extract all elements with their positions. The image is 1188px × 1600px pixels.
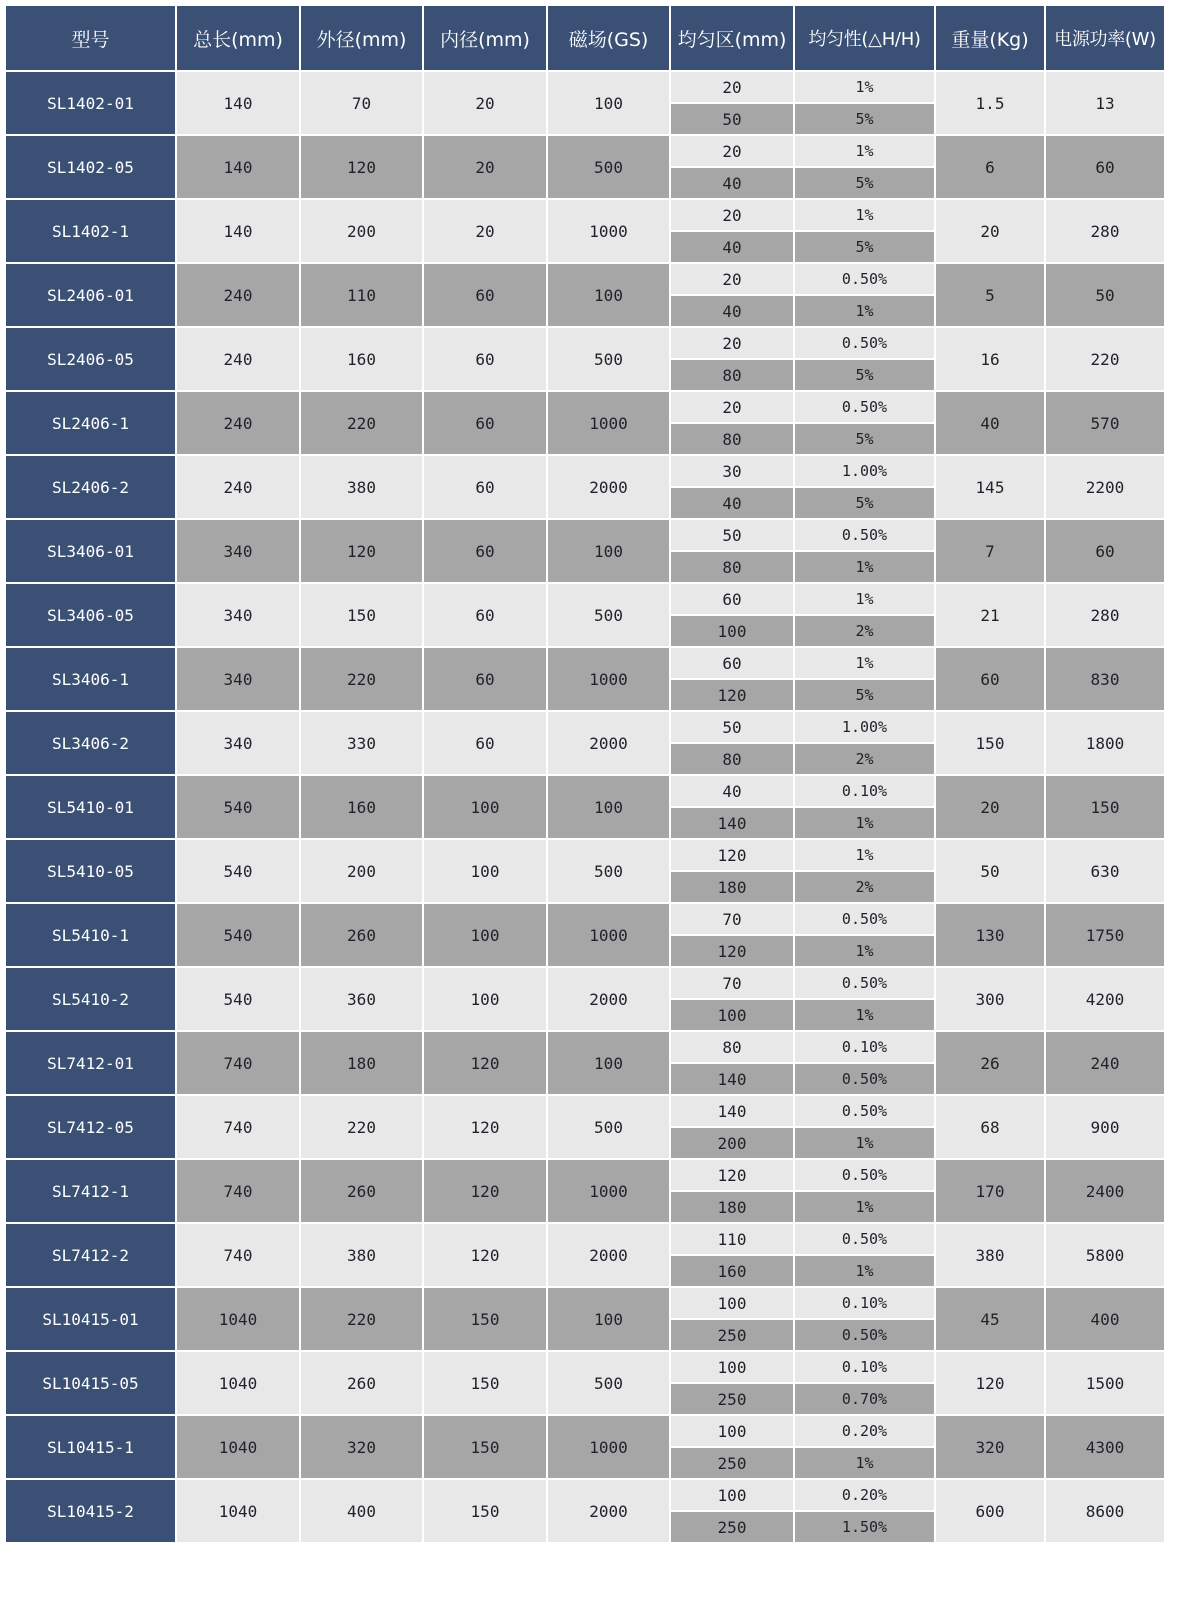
header-field: 磁场(GS)	[547, 5, 670, 71]
model-cell: SL3406-2	[5, 711, 176, 775]
table-row	[5, 1159, 1165, 1191]
uniformity-cell: 0.50%	[794, 1159, 935, 1191]
outer-diameter-cell: 220	[300, 647, 423, 711]
outer-diameter-cell: 360	[300, 967, 423, 1031]
model-cell: SL1402-01	[5, 71, 176, 135]
uniformity-cell: 0.10%	[794, 775, 935, 807]
uniform-zone-cell: 140	[670, 807, 794, 839]
table-row	[5, 1351, 1165, 1383]
inner-diameter-cell: 100	[423, 839, 547, 903]
power-cell: 60	[1045, 135, 1165, 199]
uniform-zone-cell: 80	[670, 359, 794, 391]
uniformity-cell: 1.50%	[794, 1511, 935, 1543]
weight-cell: 1.5	[935, 71, 1045, 135]
uniformity-cell: 0.20%	[794, 1415, 935, 1447]
uniform-zone-cell: 100	[670, 999, 794, 1031]
field-cell: 500	[547, 1095, 670, 1159]
outer-diameter-cell: 70	[300, 71, 423, 135]
field-cell: 500	[547, 839, 670, 903]
uniform-zone-cell: 20	[670, 263, 794, 295]
weight-cell: 145	[935, 455, 1045, 519]
uniform-zone-cell: 120	[670, 679, 794, 711]
field-cell: 100	[547, 519, 670, 583]
table-row	[5, 839, 1165, 871]
header-model: 型号	[5, 5, 176, 71]
uniformity-cell: 0.50%	[794, 327, 935, 359]
power-cell: 1500	[1045, 1351, 1165, 1415]
uniform-zone-cell: 40	[670, 167, 794, 199]
power-cell: 400	[1045, 1287, 1165, 1351]
inner-diameter-cell: 60	[423, 391, 547, 455]
uniform-zone-cell: 30	[670, 455, 794, 487]
uniform-zone-cell: 250	[670, 1383, 794, 1415]
uniformity-cell: 0.50%	[794, 903, 935, 935]
uniform-zone-cell: 100	[670, 615, 794, 647]
weight-cell: 21	[935, 583, 1045, 647]
uniformity-cell: 1%	[794, 1447, 935, 1479]
weight-cell: 5	[935, 263, 1045, 327]
uniform-zone-cell: 20	[670, 135, 794, 167]
weight-cell: 320	[935, 1415, 1045, 1479]
length-cell: 740	[176, 1159, 300, 1223]
uniform-zone-cell: 250	[670, 1319, 794, 1351]
weight-cell: 170	[935, 1159, 1045, 1223]
uniformity-cell: 1%	[794, 1255, 935, 1287]
uniform-zone-cell: 50	[670, 103, 794, 135]
uniformity-cell: 0.50%	[794, 1095, 935, 1127]
field-cell: 100	[547, 1031, 670, 1095]
outer-diameter-cell: 220	[300, 1287, 423, 1351]
length-cell: 740	[176, 1095, 300, 1159]
header-uniform-zone: 均匀区(mm)	[670, 5, 794, 71]
length-cell: 340	[176, 647, 300, 711]
outer-diameter-cell: 160	[300, 775, 423, 839]
length-cell: 240	[176, 391, 300, 455]
outer-diameter-cell: 110	[300, 263, 423, 327]
weight-cell: 16	[935, 327, 1045, 391]
table-row	[5, 1287, 1165, 1319]
inner-diameter-cell: 60	[423, 263, 547, 327]
power-cell: 630	[1045, 839, 1165, 903]
field-cell: 500	[547, 583, 670, 647]
weight-cell: 26	[935, 1031, 1045, 1095]
model-cell: SL5410-2	[5, 967, 176, 1031]
outer-diameter-cell: 220	[300, 1095, 423, 1159]
uniformity-cell: 0.10%	[794, 1031, 935, 1063]
power-cell: 220	[1045, 327, 1165, 391]
weight-cell: 120	[935, 1351, 1045, 1415]
inner-diameter-cell: 100	[423, 775, 547, 839]
uniformity-cell: 0.70%	[794, 1383, 935, 1415]
uniform-zone-cell: 100	[670, 1287, 794, 1319]
uniform-zone-cell: 40	[670, 487, 794, 519]
uniform-zone-cell: 200	[670, 1127, 794, 1159]
outer-diameter-cell: 380	[300, 1223, 423, 1287]
field-cell: 500	[547, 1351, 670, 1415]
uniformity-cell: 2%	[794, 615, 935, 647]
uniformity-cell: 1%	[794, 199, 935, 231]
uniform-zone-cell: 120	[670, 1159, 794, 1191]
power-cell: 2400	[1045, 1159, 1165, 1223]
uniformity-cell: 0.50%	[794, 263, 935, 295]
power-cell: 5800	[1045, 1223, 1165, 1287]
model-cell: SL7412-1	[5, 1159, 176, 1223]
field-cell: 1000	[547, 647, 670, 711]
uniform-zone-cell: 20	[670, 199, 794, 231]
weight-cell: 68	[935, 1095, 1045, 1159]
uniform-zone-cell: 140	[670, 1095, 794, 1127]
inner-diameter-cell: 120	[423, 1095, 547, 1159]
table-row	[5, 135, 1165, 167]
uniformity-cell: 1.00%	[794, 455, 935, 487]
weight-cell: 50	[935, 839, 1045, 903]
uniform-zone-cell: 50	[670, 711, 794, 743]
outer-diameter-cell: 260	[300, 903, 423, 967]
uniform-zone-cell: 100	[670, 1479, 794, 1511]
inner-diameter-cell: 60	[423, 583, 547, 647]
uniformity-cell: 1%	[794, 935, 935, 967]
inner-diameter-cell: 150	[423, 1287, 547, 1351]
uniform-zone-cell: 40	[670, 231, 794, 263]
outer-diameter-cell: 400	[300, 1479, 423, 1543]
uniformity-cell: 5%	[794, 167, 935, 199]
length-cell: 340	[176, 583, 300, 647]
model-cell: SL3406-01	[5, 519, 176, 583]
weight-cell: 40	[935, 391, 1045, 455]
power-cell: 4300	[1045, 1415, 1165, 1479]
header-outer-diameter: 外径(mm)	[300, 5, 423, 71]
uniformity-cell: 1.00%	[794, 711, 935, 743]
table-row	[5, 391, 1165, 423]
model-cell: SL2406-1	[5, 391, 176, 455]
inner-diameter-cell: 150	[423, 1351, 547, 1415]
outer-diameter-cell: 150	[300, 583, 423, 647]
uniform-zone-cell: 20	[670, 71, 794, 103]
inner-diameter-cell: 60	[423, 327, 547, 391]
uniformity-cell: 0.50%	[794, 391, 935, 423]
table-row	[5, 71, 1165, 103]
uniformity-cell: 2%	[794, 871, 935, 903]
outer-diameter-cell: 120	[300, 519, 423, 583]
outer-diameter-cell: 220	[300, 391, 423, 455]
uniformity-cell: 0.10%	[794, 1287, 935, 1319]
uniform-zone-cell: 60	[670, 583, 794, 615]
table-row	[5, 967, 1165, 999]
weight-cell: 380	[935, 1223, 1045, 1287]
model-cell: SL5410-05	[5, 839, 176, 903]
field-cell: 1000	[547, 1159, 670, 1223]
table-row	[5, 199, 1165, 231]
uniform-zone-cell: 70	[670, 903, 794, 935]
uniform-zone-cell: 20	[670, 327, 794, 359]
uniformity-cell: 1%	[794, 839, 935, 871]
inner-diameter-cell: 100	[423, 967, 547, 1031]
uniform-zone-cell: 80	[670, 743, 794, 775]
table-row	[5, 1479, 1165, 1511]
outer-diameter-cell: 160	[300, 327, 423, 391]
outer-diameter-cell: 320	[300, 1415, 423, 1479]
uniform-zone-cell: 100	[670, 1351, 794, 1383]
model-cell: SL1402-05	[5, 135, 176, 199]
uniformity-cell: 0.10%	[794, 1351, 935, 1383]
uniformity-cell: 0.50%	[794, 519, 935, 551]
field-cell: 100	[547, 71, 670, 135]
inner-diameter-cell: 120	[423, 1159, 547, 1223]
inner-diameter-cell: 60	[423, 711, 547, 775]
uniform-zone-cell: 40	[670, 295, 794, 327]
table-row	[5, 327, 1165, 359]
outer-diameter-cell: 380	[300, 455, 423, 519]
inner-diameter-cell: 20	[423, 135, 547, 199]
uniformity-cell: 5%	[794, 487, 935, 519]
uniformity-cell: 1%	[794, 551, 935, 583]
inner-diameter-cell: 60	[423, 647, 547, 711]
uniformity-cell: 0.50%	[794, 1319, 935, 1351]
field-cell: 1000	[547, 199, 670, 263]
model-cell: SL1402-1	[5, 199, 176, 263]
uniform-zone-cell: 70	[670, 967, 794, 999]
outer-diameter-cell: 260	[300, 1159, 423, 1223]
uniformity-cell: 5%	[794, 679, 935, 711]
field-cell: 1000	[547, 903, 670, 967]
table-row	[5, 519, 1165, 551]
length-cell: 540	[176, 839, 300, 903]
power-cell: 60	[1045, 519, 1165, 583]
model-cell: SL7412-01	[5, 1031, 176, 1095]
outer-diameter-cell: 260	[300, 1351, 423, 1415]
inner-diameter-cell: 120	[423, 1031, 547, 1095]
inner-diameter-cell: 100	[423, 903, 547, 967]
weight-cell: 7	[935, 519, 1045, 583]
power-cell: 830	[1045, 647, 1165, 711]
field-cell: 2000	[547, 1479, 670, 1543]
model-cell: SL5410-01	[5, 775, 176, 839]
power-cell: 280	[1045, 199, 1165, 263]
uniformity-cell: 1%	[794, 71, 935, 103]
length-cell: 740	[176, 1223, 300, 1287]
length-cell: 340	[176, 711, 300, 775]
inner-diameter-cell: 150	[423, 1415, 547, 1479]
uniformity-cell: 1%	[794, 807, 935, 839]
table-row	[5, 1415, 1165, 1447]
uniform-zone-cell: 80	[670, 423, 794, 455]
weight-cell: 600	[935, 1479, 1045, 1543]
length-cell: 140	[176, 199, 300, 263]
length-cell: 340	[176, 519, 300, 583]
uniform-zone-cell: 40	[670, 775, 794, 807]
weight-cell: 150	[935, 711, 1045, 775]
model-cell: SL5410-1	[5, 903, 176, 967]
power-cell: 1750	[1045, 903, 1165, 967]
outer-diameter-cell: 200	[300, 839, 423, 903]
field-cell: 500	[547, 327, 670, 391]
uniformity-cell: 1%	[794, 999, 935, 1031]
power-cell: 13	[1045, 71, 1165, 135]
length-cell: 240	[176, 263, 300, 327]
uniform-zone-cell: 180	[670, 871, 794, 903]
weight-cell: 45	[935, 1287, 1045, 1351]
uniform-zone-cell: 120	[670, 839, 794, 871]
model-cell: SL10415-1	[5, 1415, 176, 1479]
spec-table	[4, 4, 1166, 1544]
uniformity-cell: 1%	[794, 647, 935, 679]
uniformity-cell: 0.50%	[794, 1063, 935, 1095]
table-row	[5, 583, 1165, 615]
length-cell: 540	[176, 903, 300, 967]
uniformity-cell: 1%	[794, 295, 935, 327]
uniform-zone-cell: 60	[670, 647, 794, 679]
uniformity-cell: 0.50%	[794, 967, 935, 999]
power-cell: 280	[1045, 583, 1165, 647]
table-row	[5, 903, 1165, 935]
uniform-zone-cell: 250	[670, 1511, 794, 1543]
header-inner-diameter: 内径(mm)	[423, 5, 547, 71]
uniform-zone-cell: 140	[670, 1063, 794, 1095]
model-cell: SL10415-2	[5, 1479, 176, 1543]
field-cell: 2000	[547, 967, 670, 1031]
field-cell: 100	[547, 1287, 670, 1351]
inner-diameter-cell: 60	[423, 519, 547, 583]
uniformity-cell: 1%	[794, 135, 935, 167]
uniformity-cell: 0.20%	[794, 1479, 935, 1511]
inner-diameter-cell: 150	[423, 1479, 547, 1543]
field-cell: 2000	[547, 711, 670, 775]
uniformity-cell: 2%	[794, 743, 935, 775]
weight-cell: 20	[935, 775, 1045, 839]
field-cell: 100	[547, 775, 670, 839]
uniform-zone-cell: 50	[670, 519, 794, 551]
power-cell: 4200	[1045, 967, 1165, 1031]
table-row	[5, 263, 1165, 295]
length-cell: 540	[176, 775, 300, 839]
uniform-zone-cell: 80	[670, 1031, 794, 1063]
table-row	[5, 711, 1165, 743]
length-cell: 240	[176, 327, 300, 391]
header-weight: 重量(Kg)	[935, 5, 1045, 71]
length-cell: 1040	[176, 1479, 300, 1543]
model-cell: SL10415-05	[5, 1351, 176, 1415]
uniform-zone-cell: 110	[670, 1223, 794, 1255]
power-cell: 50	[1045, 263, 1165, 327]
field-cell: 1000	[547, 1415, 670, 1479]
inner-diameter-cell: 120	[423, 1223, 547, 1287]
uniformity-cell: 5%	[794, 103, 935, 135]
field-cell: 1000	[547, 391, 670, 455]
length-cell: 240	[176, 455, 300, 519]
power-cell: 1800	[1045, 711, 1165, 775]
model-cell: SL2406-01	[5, 263, 176, 327]
weight-cell: 60	[935, 647, 1045, 711]
field-cell: 100	[547, 263, 670, 327]
uniformity-cell: 5%	[794, 231, 935, 263]
weight-cell: 130	[935, 903, 1045, 967]
outer-diameter-cell: 180	[300, 1031, 423, 1095]
table-row	[5, 647, 1165, 679]
model-cell: SL2406-2	[5, 455, 176, 519]
field-cell: 2000	[547, 1223, 670, 1287]
outer-diameter-cell: 330	[300, 711, 423, 775]
power-cell: 2200	[1045, 455, 1165, 519]
weight-cell: 300	[935, 967, 1045, 1031]
length-cell: 1040	[176, 1287, 300, 1351]
uniform-zone-cell: 160	[670, 1255, 794, 1287]
table-row	[5, 1031, 1165, 1063]
header-length: 总长(mm)	[176, 5, 300, 71]
model-cell: SL3406-05	[5, 583, 176, 647]
uniformity-cell: 5%	[794, 423, 935, 455]
table-row	[5, 1223, 1165, 1255]
uniform-zone-cell: 120	[670, 935, 794, 967]
field-cell: 2000	[547, 455, 670, 519]
weight-cell: 20	[935, 199, 1045, 263]
power-cell: 240	[1045, 1031, 1165, 1095]
uniform-zone-cell: 250	[670, 1447, 794, 1479]
model-cell: SL2406-05	[5, 327, 176, 391]
length-cell: 740	[176, 1031, 300, 1095]
model-cell: SL10415-01	[5, 1287, 176, 1351]
field-cell: 500	[547, 135, 670, 199]
model-cell: SL7412-2	[5, 1223, 176, 1287]
header-power: 电源功率(W)	[1045, 5, 1165, 71]
uniformity-cell: 5%	[794, 359, 935, 391]
inner-diameter-cell: 60	[423, 455, 547, 519]
length-cell: 140	[176, 135, 300, 199]
power-cell: 150	[1045, 775, 1165, 839]
uniformity-cell: 1%	[794, 1127, 935, 1159]
header-uniformity: 均匀性(△H/H)	[794, 5, 935, 71]
uniform-zone-cell: 20	[670, 391, 794, 423]
uniform-zone-cell: 180	[670, 1191, 794, 1223]
header-row	[5, 5, 1165, 71]
length-cell: 1040	[176, 1415, 300, 1479]
weight-cell: 6	[935, 135, 1045, 199]
outer-diameter-cell: 120	[300, 135, 423, 199]
power-cell: 900	[1045, 1095, 1165, 1159]
uniformity-cell: 1%	[794, 583, 935, 615]
model-cell: SL3406-1	[5, 647, 176, 711]
uniform-zone-cell: 100	[670, 1415, 794, 1447]
length-cell: 140	[176, 71, 300, 135]
table-row	[5, 1095, 1165, 1127]
length-cell: 540	[176, 967, 300, 1031]
outer-diameter-cell: 200	[300, 199, 423, 263]
table-row	[5, 455, 1165, 487]
table-body	[5, 71, 1165, 1543]
inner-diameter-cell: 20	[423, 199, 547, 263]
uniformity-cell: 0.50%	[794, 1223, 935, 1255]
length-cell: 1040	[176, 1351, 300, 1415]
table-row	[5, 775, 1165, 807]
uniform-zone-cell: 80	[670, 551, 794, 583]
uniformity-cell: 1%	[794, 1191, 935, 1223]
inner-diameter-cell: 20	[423, 71, 547, 135]
power-cell: 8600	[1045, 1479, 1165, 1543]
power-cell: 570	[1045, 391, 1165, 455]
model-cell: SL7412-05	[5, 1095, 176, 1159]
